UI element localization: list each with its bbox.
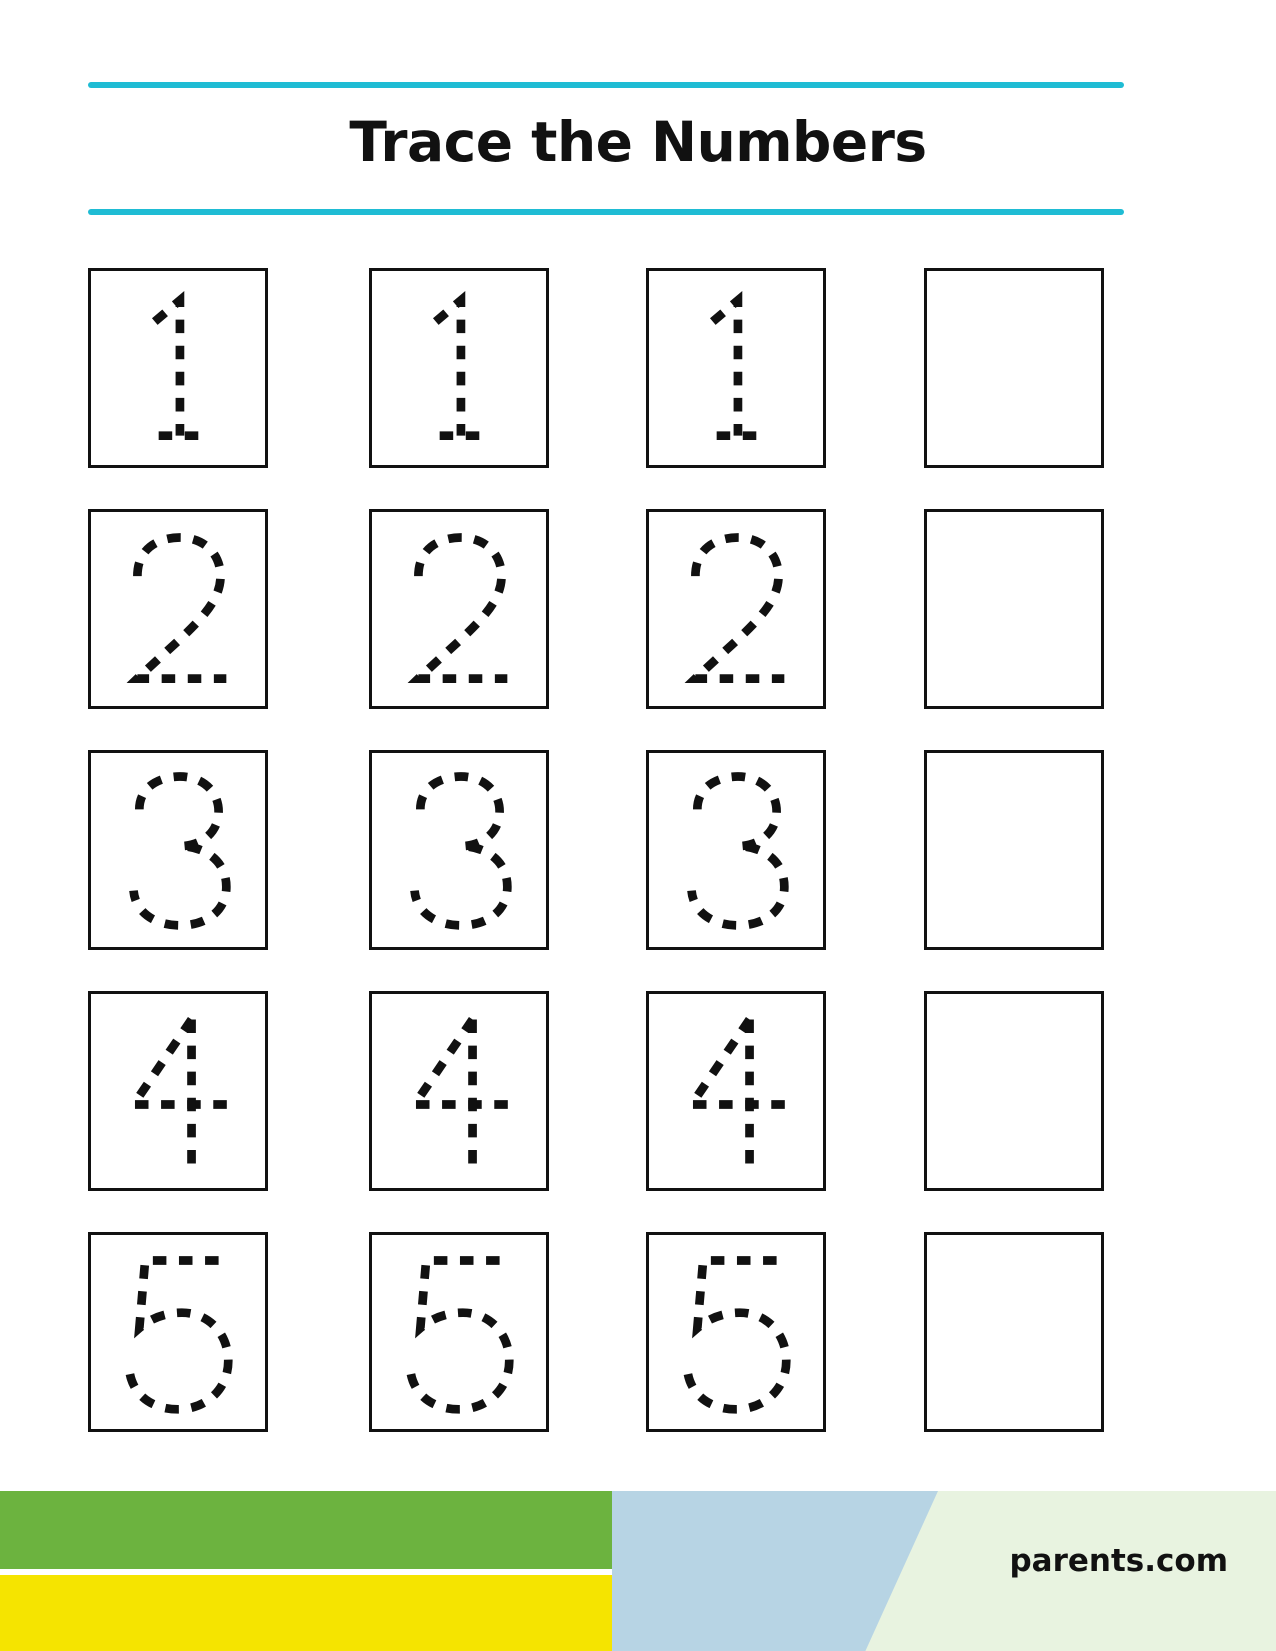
tracing-row-1: [88, 268, 1124, 509]
blank-practice-cell[interactable]: [924, 750, 1104, 950]
trace-cell[interactable]: [369, 509, 549, 709]
tracing-row-4: [88, 991, 1124, 1232]
trace-cell[interactable]: [88, 991, 268, 1191]
trace-cell[interactable]: [88, 509, 268, 709]
trace-cell[interactable]: [646, 991, 826, 1191]
blank-practice-cell[interactable]: [924, 509, 1104, 709]
header-rule-top: [88, 82, 1124, 88]
trace-cell[interactable]: [369, 268, 549, 468]
trace-cell[interactable]: [369, 991, 549, 1191]
trace-cell[interactable]: [646, 509, 826, 709]
footer-yellow-band: [0, 1575, 612, 1651]
blank-practice-cell[interactable]: [924, 268, 1104, 468]
trace-cell[interactable]: [88, 268, 268, 468]
tracing-row-5: [88, 1232, 1124, 1473]
tracing-row-2: [88, 509, 1124, 750]
trace-cell[interactable]: [646, 1232, 826, 1432]
trace-cell[interactable]: [369, 1232, 549, 1432]
tracing-grid: [88, 268, 1124, 1473]
trace-cell[interactable]: [646, 268, 826, 468]
blank-practice-cell[interactable]: [924, 991, 1104, 1191]
footer-brand-label: parents.com: [1009, 1543, 1228, 1579]
blank-practice-cell[interactable]: [924, 1232, 1104, 1432]
trace-cell[interactable]: [88, 750, 268, 950]
trace-cell[interactable]: [646, 750, 826, 950]
page-footer: [0, 1491, 1276, 1651]
tracing-row-3: [88, 750, 1124, 991]
trace-cell[interactable]: [369, 750, 549, 950]
trace-cell[interactable]: [88, 1232, 268, 1432]
footer-green-band: [0, 1491, 612, 1575]
header-rule-bottom: [88, 209, 1124, 215]
page-title: Trace the Numbers: [349, 110, 927, 174]
